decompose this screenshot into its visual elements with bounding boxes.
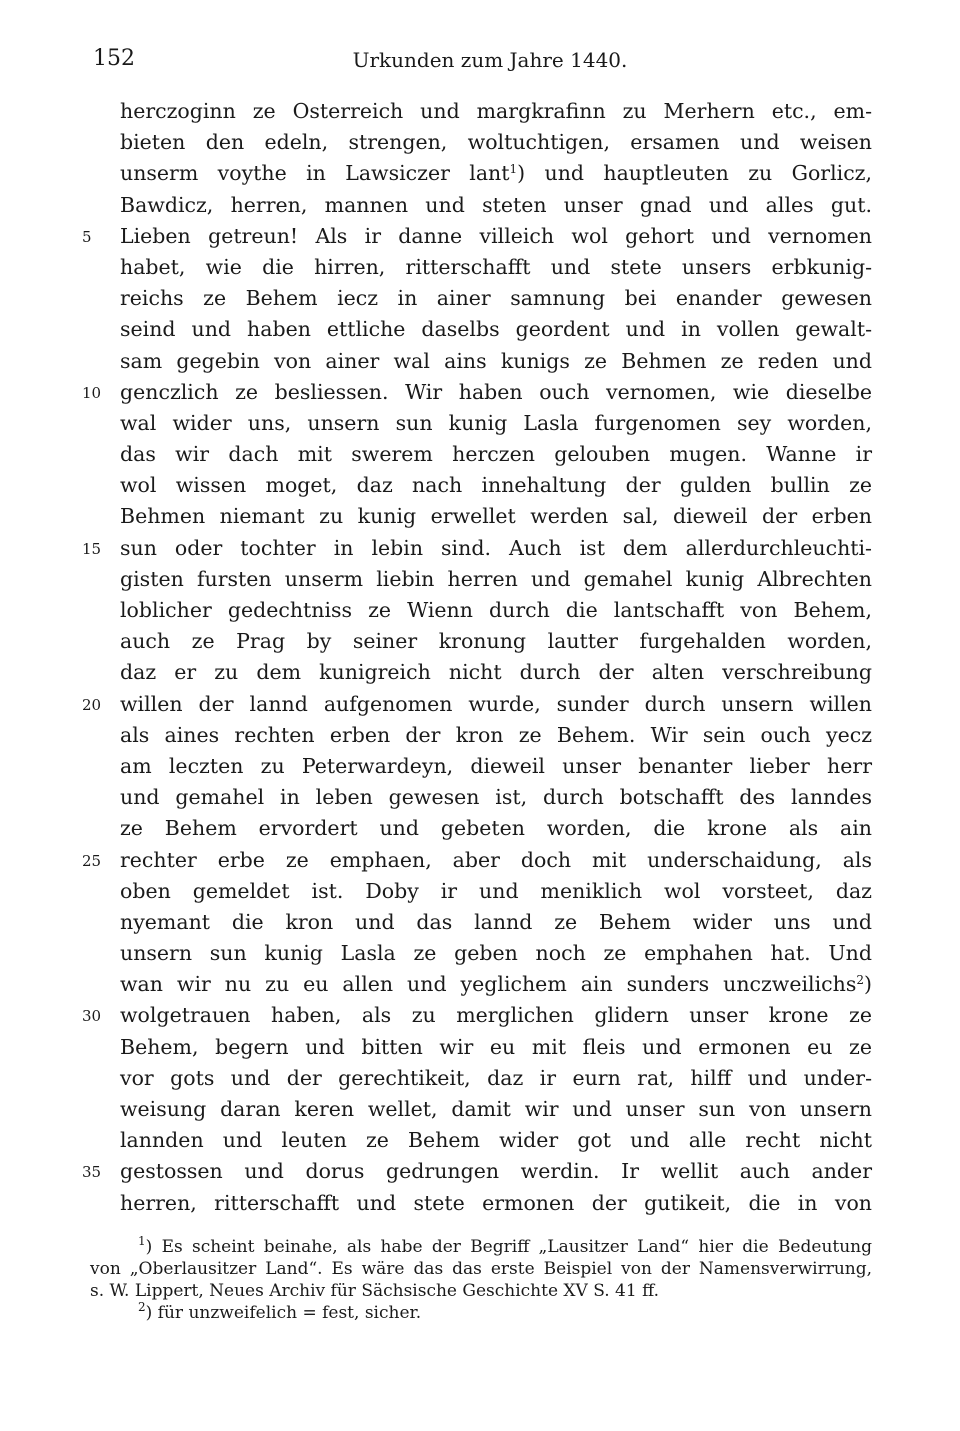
line-text-after: ) und hauptleuten zu Gorlicz, (517, 161, 872, 186)
line-text: das wir dach mit swerem herczen gelouben mugen. Wanne ir (120, 442, 872, 467)
text-line (120, 470, 872, 501)
line-number: 20 (82, 695, 102, 714)
line-number: 10 (82, 383, 102, 402)
line-text: Lieben getreun! Als ir danne villeich wol gehort und vernomen (120, 223, 872, 248)
footnotes (90, 1236, 872, 1324)
text-line (120, 657, 872, 688)
main-text (82, 96, 872, 1219)
text-line (120, 813, 872, 844)
text-line (120, 782, 872, 813)
text-line (120, 1094, 872, 1125)
line-text: ze Behem ervordert und gebeten worden, die krone als ain (120, 816, 872, 841)
text-line (82, 845, 872, 876)
line-text: seind und haben ettliche daselbs geordent und in vollen gewalt- (120, 317, 872, 342)
text-line (120, 127, 872, 158)
footnote-line (90, 1302, 872, 1324)
line-number: 15 (82, 539, 102, 558)
footnote-line (90, 1258, 872, 1280)
line-text: unserm voythe in Lawsiczer lant (120, 161, 510, 186)
footnote-text: s. W. Lippert, Neues Archiv für Sächsische Geschichte XV S. 41 ff. (90, 1281, 659, 1301)
text-line (120, 408, 872, 439)
line-text: wolgetrauen haben, als zu merglichen glidern unser krone ze (120, 1003, 872, 1028)
text-line (120, 876, 872, 907)
line-text: reichs ze Behem iecz in ainer samnung bei enander gewesen (120, 286, 872, 311)
footnote-text: ) Es scheint beinahe, als habe der Begriff „Lausitzer Land“ hier die Bedeutung (145, 1237, 872, 1257)
line-text: auch ze Prag by seiner kronung lautter furgehalden worden, (120, 629, 872, 654)
line-text: willen der lannd aufgenomen wurde, sunder durch unsern willen (120, 691, 872, 716)
text-line (120, 564, 872, 595)
footnote-ref: 1 (509, 162, 518, 177)
line-text: Behem, begern und bitten wir eu mit fleis und ermonen eu ze (120, 1034, 872, 1059)
line-text: wol wissen moget, daz nach innehaltung der gulden bullin ze (120, 473, 872, 498)
line-number: 25 (82, 851, 102, 870)
text-line (120, 190, 872, 221)
line-text: Behmen niemant zu kunig erwellet werden sal, dieweil der erben (120, 504, 872, 529)
footnote-line (90, 1280, 872, 1302)
line-text: am leczten zu Peterwardeyn, dieweil unser benanter lieber herr (120, 753, 872, 778)
text-line (120, 439, 872, 470)
line-text: loblicher gedechtniss ze Wienn durch die lantschafft von Behem, (120, 598, 872, 622)
line-text: unsern sun kunig Lasla ze geben noch ze emphahen hat. Und (120, 941, 872, 966)
footnote-marker: 1 (138, 1234, 146, 1248)
line-text: sun oder tochter in lebin sind. Auch ist dem allerdurchleuchti- (120, 535, 872, 560)
text-line (120, 158, 872, 189)
text-line (120, 1188, 872, 1219)
running-head: Urkunden zum Jahre 1440. (352, 48, 628, 72)
line-text: lannden und leuten ze Behem wider got und alle recht nicht (120, 1128, 872, 1153)
text-line (120, 1125, 872, 1156)
text-line (120, 626, 872, 657)
line-text: bieten den edeln, strengen, woltuchtigen, ersamen und weisen (120, 130, 872, 155)
text-line (82, 689, 872, 720)
line-text: habet, wie die hirren, ritterschafft und stete unsers erbkunig- (120, 254, 872, 279)
text-line (120, 720, 872, 751)
footnote-ref: 2 (856, 973, 864, 988)
line-text: als aines rechten erben der kron ze Behem. Wir sein ouch yecz (120, 722, 872, 747)
text-line (120, 938, 872, 969)
line-text: wan wir nu zu eu allen und yeglichem ain sunders unczweilichs (120, 972, 857, 997)
text-line (82, 533, 872, 564)
text-line (82, 221, 872, 252)
text-line (82, 1000, 872, 1031)
line-number: 5 (82, 227, 92, 246)
line-text: weisung daran keren wellet, damit wir und unser sun von unsern (120, 1097, 872, 1121)
text-line (120, 501, 872, 532)
line-text: oben gemeldet ist. Doby ir und meniklich wol vorsteet, daz (120, 878, 872, 903)
line-text: vor gots und der gerechtikeit, daz ir eurn rat, hilff und under- (120, 1065, 872, 1090)
line-text: nyemant die kron und das lannd ze Behem wider uns und (120, 909, 872, 934)
line-text: daz er zu dem kunigreich nicht durch der alten verschreibung (120, 660, 872, 685)
line-text: rechter erbe ze emphaen, aber doch mit underschaidung, als (120, 847, 872, 872)
line-text: sam gegebin von ainer wal ains kunigs ze Behmen ze reden und (120, 348, 872, 373)
text-line (120, 252, 872, 283)
line-text: Bawdicz, herren, mannen und steten unser gnad und alles gut. (120, 192, 872, 217)
footnote-text: von „Oberlausitzer Land“. Es wäre das das erste Beispiel von der Namensverwirrung, (90, 1259, 872, 1279)
footnote-line (90, 1236, 872, 1258)
line-text: gestossen und dorus gedrungen werdin. Ir wellit auch ander (120, 1159, 872, 1184)
text-line (120, 283, 872, 314)
line-text: gisten fursten unserm liebin herren und gemahel kunig Albrechten (120, 566, 872, 591)
footnote-marker: 2 (138, 1300, 146, 1314)
line-text: herren, ritterschafft und stete ermonen der gutikeit, die in von (120, 1190, 872, 1215)
text-line (120, 96, 872, 127)
text-line (120, 1032, 872, 1063)
text-line (120, 1063, 872, 1094)
line-number: 30 (82, 1007, 102, 1026)
text-line (120, 969, 872, 1000)
text-line (120, 314, 872, 345)
text-line (120, 346, 872, 377)
text-line (120, 595, 872, 626)
footnote-text: ) für unzweifelich = fest, sicher. (145, 1303, 422, 1323)
line-text: und gemahel in leben gewesen ist, durch botschafft des lanndes (120, 785, 872, 810)
text-line (82, 1156, 872, 1187)
line-text: herczoginn ze Osterreich und margkrafinn zu Merhern etc., em- (120, 99, 872, 123)
page-number: 152 (93, 46, 135, 71)
line-number: 35 (82, 1163, 102, 1182)
line-text: genczlich ze besliessen. Wir haben ouch vernomen, wie dieselbe (120, 379, 872, 404)
text-line (120, 907, 872, 938)
text-line (82, 377, 872, 408)
line-text-after: ) (864, 972, 872, 997)
line-text: wal wider uns, unsern sun kunig Lasla furgenomen sey worden, (120, 410, 872, 435)
text-line (120, 751, 872, 782)
